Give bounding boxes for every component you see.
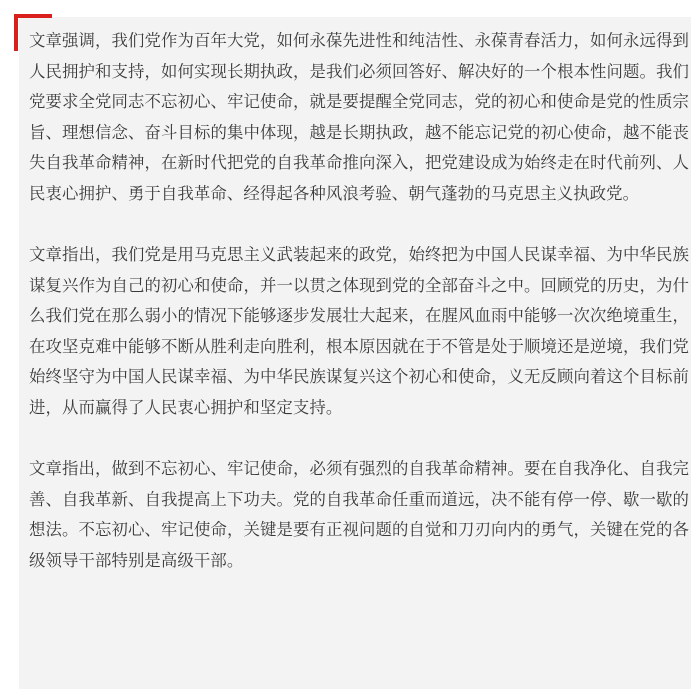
corner-accent-vertical: [14, 14, 18, 51]
article-paragraph-2: 文章指出，我们党是用马克思主义武装起来的政党，始终把为中国人民谋幸福、为中华民族谋复兴作为自己的初心和使命，并一以贯之体现到党的全部奋斗之中。回顾党的历史，为什么我们党在那么弱小的情况下能够逐步发展壮大起来，在腥风血雨中能够一次次绝境重生，在攻坚克难中能够不断从胜利走向胜利，根本原因就在于不管是处于顺境还是逆境，我们党始终坚守为中国人民谋幸福、为中华民族谋复兴这个初心和使命，义无反顾向着这个目标前进，从而赢得了人民衷心拥护和坚定支持。: [29, 244, 689, 417]
article-paragraph-3: 文章指出，做到不忘初心、牢记使命，必须有强烈的自我革命精神。要在自我净化、自我完善、自我革新、自我提高上下功夫。党的自我革命任重而道远，决不能有停一停、歇一歇的想法。不忘初心、牢记使命，关键是要有正视问题的自觉和刀刃向内的勇气，关键在党的各级领导干部特别是高级干部。: [29, 458, 689, 570]
corner-accent-horizontal: [14, 14, 52, 18]
article-paragraph-1: 文章强调，我们党作为百年大党，如何永葆先进性和纯洁性、永葆青春活力，如何永远得到人民拥护和支持，如何实现长期执政，是我们必须回答好、解决好的一个根本性问题。我们党要求全党同志不忘初心、牢记使命，就是要提醒全党同志，党的初心和使命是党的性质宗旨、理想信念、奋斗目标的集中体现，越是长期执政，越不能忘记党的初心使命，越不能丧失自我革命精神，在新时代把党的自我革命推向深入，把党建设成为始终走在时代前列、人民衷心拥护、勇于自我革命、经得起各种风浪考验、朝气蓬勃的马克思主义执政党。: [29, 31, 689, 203]
article-body: [29, 26, 689, 576]
